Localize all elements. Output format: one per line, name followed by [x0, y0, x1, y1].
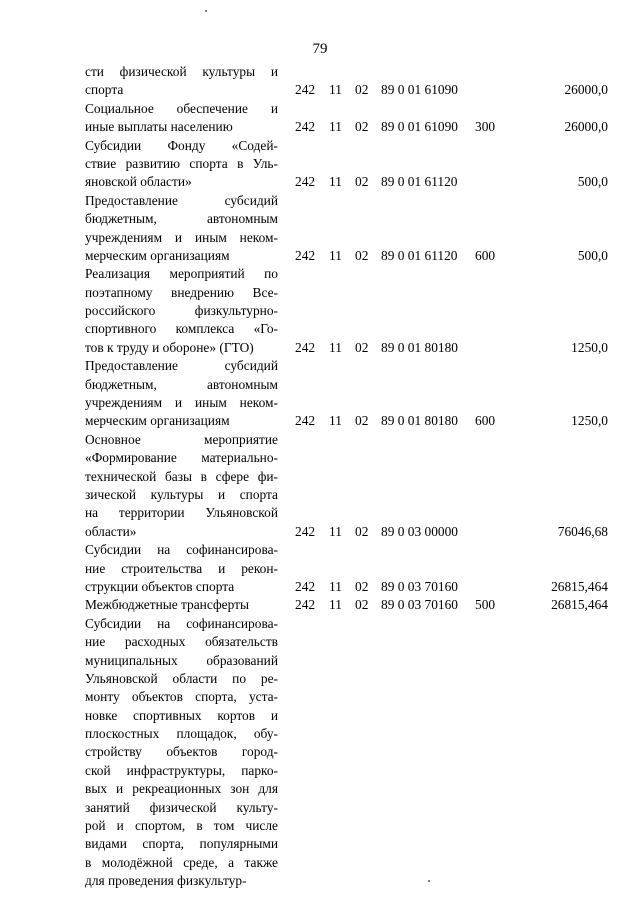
amount: 26815,464 — [551, 578, 608, 594]
row-name-line: занятий физической культу- — [85, 799, 278, 815]
row-name-line: зической культуры и спорта — [85, 486, 278, 502]
target-article-code: 89 0 03 00000 — [381, 523, 458, 539]
row-name-line: ние строительства и рекон- — [85, 560, 278, 576]
table-row — [85, 357, 620, 431]
ministry-code: 242 — [295, 174, 316, 190]
section-code: 11 — [329, 578, 342, 594]
row-name-line: муниципальных образований — [85, 652, 278, 668]
row-codes — [278, 872, 620, 890]
target-article-code: 89 0 03 70160 — [381, 578, 458, 594]
row-name-line: Основное мероприятие — [85, 431, 278, 447]
expense-type-code: 500 — [475, 597, 496, 613]
row-name-line: технической базы в сфере фи- — [85, 468, 278, 484]
table-row — [85, 541, 620, 596]
row-name-line: учреждениям и иным неком- — [85, 229, 278, 245]
table-row — [85, 100, 620, 137]
section-code: 11 — [329, 119, 342, 135]
section-code: 11 — [329, 339, 342, 355]
row-name-line: в молодёжной среде, а также — [85, 854, 278, 870]
row-codes — [278, 118, 620, 136]
expense-type-code: 600 — [475, 413, 496, 429]
row-name-line: ствие развитию спорта в Уль- — [85, 155, 278, 171]
row-codes — [278, 173, 620, 191]
ministry-code: 242 — [295, 119, 316, 135]
row-name-line: монту объектов спорта, уста- — [85, 689, 278, 705]
row-name — [85, 137, 278, 192]
table-row — [85, 63, 620, 100]
row-name-line: спорта — [85, 82, 124, 98]
subsection-code: 02 — [355, 82, 369, 98]
ministry-code: 242 — [295, 523, 316, 539]
row-name-line: спортивного комплекса «Го- — [85, 321, 278, 337]
row-name-line: вых и рекреационных зон для — [85, 781, 278, 797]
row-name-line: на территории Ульяновской — [85, 505, 278, 521]
row-codes — [278, 523, 620, 541]
subsection-code: 02 — [355, 119, 369, 135]
amount: 500,0 — [577, 247, 608, 263]
row-codes — [278, 596, 620, 614]
row-name-line: бюджетным, автономным — [85, 376, 278, 392]
row-name-line: Предоставление субсидий — [85, 358, 278, 374]
row-name-line: Субсидии на софинансирова- — [85, 615, 278, 631]
row-name-line: российского физкультурно- — [85, 303, 278, 319]
row-name-line: Предоставление субсидий — [85, 192, 278, 208]
table-row — [85, 192, 620, 266]
row-name — [85, 596, 278, 614]
table-row — [85, 265, 620, 357]
target-article-code: 89 0 01 80180 — [381, 339, 458, 355]
row-name-line: «Формирование материально- — [85, 450, 278, 466]
row-name-line: поэтапному внедрению Все- — [85, 284, 278, 300]
subsection-code: 02 — [355, 339, 369, 355]
amount: 76046,68 — [557, 523, 608, 539]
row-codes — [278, 412, 620, 430]
scan-speck — [205, 10, 207, 12]
target-article-code: 89 0 01 80180 — [381, 413, 458, 429]
amount: 1250,0 — [571, 413, 608, 429]
amount: 26000,0 — [564, 82, 608, 98]
table-row — [85, 137, 620, 192]
row-name-line: Ульяновской области по ре- — [85, 670, 278, 686]
row-name-line: иные выплаты населению — [85, 119, 233, 135]
row-name-line: Реализация мероприятий по — [85, 266, 278, 282]
scan-speck — [428, 880, 430, 882]
target-article-code: 89 0 01 61120 — [381, 174, 458, 190]
section-code: 11 — [329, 597, 342, 613]
section-code: 11 — [329, 247, 342, 263]
row-name-line: Межбюджетные трансферты — [85, 597, 249, 613]
subsection-code: 02 — [355, 578, 369, 594]
ministry-code: 242 — [295, 597, 316, 613]
subsection-code: 02 — [355, 597, 369, 613]
amount: 500,0 — [577, 174, 608, 190]
row-name-line: для проведения физкультур- — [85, 873, 247, 889]
row-name — [85, 100, 278, 137]
row-name-line: струкции объектов спорта — [85, 578, 235, 594]
ministry-code: 242 — [295, 413, 316, 429]
row-name-line: рой и спортом, в том числе — [85, 818, 278, 834]
row-name-line: плоскостных площадок, обу- — [85, 726, 278, 742]
target-article-code: 89 0 01 61120 — [381, 247, 458, 263]
row-name-line: бюджетным, автономным — [85, 211, 278, 227]
row-name-line: ние расходных обязательств — [85, 634, 278, 650]
amount: 26815,464 — [551, 597, 608, 613]
table-row — [85, 615, 620, 891]
section-code: 11 — [329, 413, 342, 429]
section-code: 11 — [329, 174, 342, 190]
row-name-line: мерческим организациям — [85, 247, 230, 263]
row-name — [85, 615, 278, 891]
row-name-line: Субсидии на софинансирова- — [85, 542, 278, 558]
budget-table — [85, 63, 620, 891]
subsection-code: 02 — [355, 247, 369, 263]
subsection-code: 02 — [355, 413, 369, 429]
row-name — [85, 192, 278, 266]
row-codes — [278, 81, 620, 99]
row-codes — [278, 578, 620, 596]
ministry-code: 242 — [295, 339, 316, 355]
row-name — [85, 431, 278, 541]
row-name — [85, 63, 278, 100]
row-name-line: новке спортивных кортов и — [85, 707, 278, 723]
section-code: 11 — [329, 523, 342, 539]
row-name-line: учреждениям и иным неком- — [85, 395, 278, 411]
row-name — [85, 265, 278, 357]
row-name-line: мерческим организациям — [85, 413, 230, 429]
page-number: 79 — [312, 41, 328, 57]
row-codes — [278, 247, 620, 265]
row-name-line: яновской области» — [85, 174, 192, 190]
ministry-code: 242 — [295, 578, 316, 594]
row-name-line: области» — [85, 523, 137, 539]
expense-type-code: 300 — [475, 119, 496, 135]
section-code: 11 — [329, 82, 342, 98]
row-name-line: стройству объектов город- — [85, 744, 278, 760]
subsection-code: 02 — [355, 174, 369, 190]
amount: 26000,0 — [564, 119, 608, 135]
table-row — [85, 596, 620, 614]
row-name-line: Социальное обеспечение и — [85, 100, 278, 116]
row-name-line: тов к труду и обороне» (ГТО) — [85, 339, 254, 355]
target-article-code: 89 0 01 61090 — [381, 82, 458, 98]
row-name-line: ской инфраструктуры, парко- — [85, 762, 278, 778]
expense-type-code: 600 — [475, 247, 496, 263]
ministry-code: 242 — [295, 82, 316, 98]
ministry-code: 242 — [295, 247, 316, 263]
target-article-code: 89 0 01 61090 — [381, 119, 458, 135]
row-name-line: видами спорта, популярными — [85, 836, 278, 852]
subsection-code: 02 — [355, 523, 369, 539]
row-codes — [278, 339, 620, 357]
row-name-line: Субсидии Фонду «Содей- — [85, 137, 278, 153]
row-name — [85, 541, 278, 596]
row-name-line: сти физической культуры и — [85, 64, 278, 79]
table-row — [85, 431, 620, 541]
target-article-code: 89 0 03 70160 — [381, 597, 458, 613]
amount: 1250,0 — [571, 339, 608, 355]
row-name — [85, 357, 278, 431]
